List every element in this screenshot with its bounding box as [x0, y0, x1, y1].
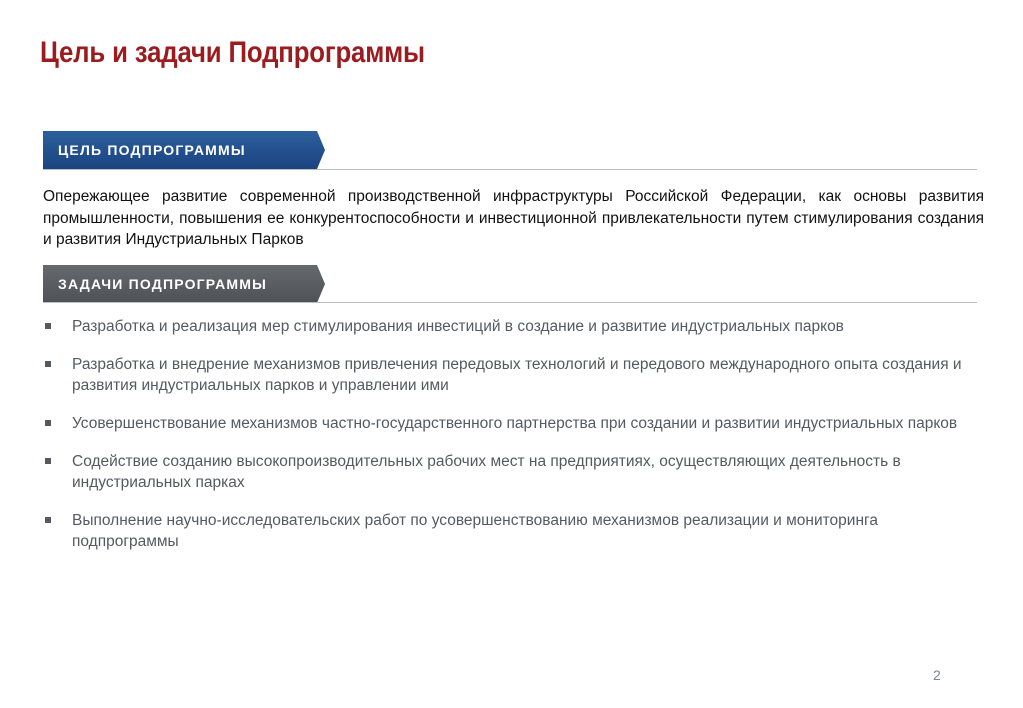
tasks-list: [43, 316, 973, 569]
task-item: [43, 413, 973, 434]
goal-description: Опережающее развитие современной производственной инфраструктуры Российской Федерации, как основы развития промышленности, повышения ее конкурентоспособности и инвестиционной привлекательности путем стимулирования создания и развития Индустриальных Парков: [43, 188, 984, 248]
square-bullet-icon: [45, 458, 51, 464]
tasks-section-divider: [43, 302, 977, 303]
task-item: [43, 451, 973, 493]
page-number: 2: [933, 667, 941, 683]
task-item: [43, 316, 973, 337]
task-item-text: Усовершенствование механизмов частно-государственного партнерства при создании и развитии индустриальных парков: [72, 415, 958, 432]
square-bullet-icon: [45, 420, 51, 426]
goal-section-divider: [43, 169, 977, 170]
square-bullet-icon: [45, 323, 51, 329]
page-title: Цель и задачи Подпрограммы: [40, 36, 425, 69]
task-item: [43, 354, 973, 396]
task-item-text: Разработка и реализация мер стимулирования инвестиций в создание и развитие индустриальных парков: [72, 318, 844, 335]
square-bullet-icon: [45, 361, 51, 367]
tasks-section-header: [43, 265, 325, 303]
task-item-text: Разработка и внедрение механизмов привлечения передовых технологий и передового международного опыта создания и развития индустриальных парков и управлении ими: [72, 356, 962, 394]
task-item-text: Выполнение научно-исследовательских работ по усовершенствованию механизмов реализации и мониторинга подпрограммы: [72, 512, 878, 550]
goal-section-header: [43, 131, 325, 169]
goal-section-label: ЦЕЛЬ ПОДПРОГРАММЫ: [58, 142, 246, 158]
task-item-text: Содействие созданию высокопроизводительных рабочих мест на предприятиях, осуществляющих деятельность в индустриальных парках: [72, 453, 901, 491]
square-bullet-icon: [45, 517, 51, 523]
tasks-section-label: ЗАДАЧИ ПОДПРОГРАММЫ: [58, 276, 268, 292]
task-item: [43, 510, 973, 552]
